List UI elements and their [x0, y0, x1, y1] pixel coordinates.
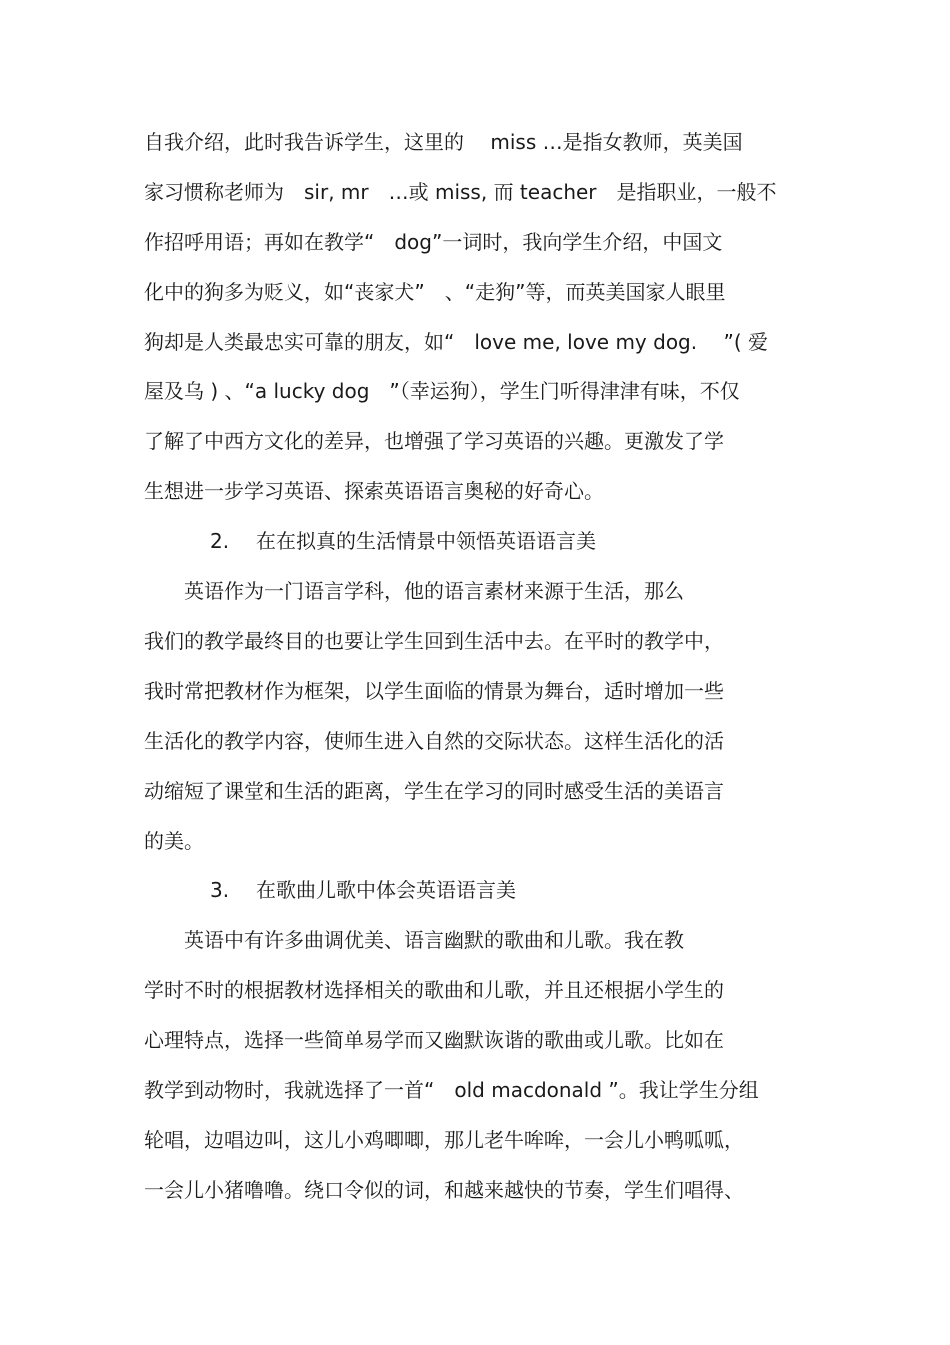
paragraph-line: 一会儿小猪噜噜。绕口令似的词，和越来越快的节奏，学生们唱得、	[144, 1178, 744, 1202]
section-heading-3	[210, 877, 516, 903]
section-heading-2	[210, 528, 596, 554]
paragraph-line: 英语中有许多曲调优美、语言幽默的歌曲和儿歌。我在教	[144, 928, 684, 952]
paragraph-line: 轮唱，边唱边叫，这儿小鸡唧唧，那儿老牛哞哞，一会儿小鸭呱呱，	[144, 1128, 744, 1152]
heading-number: 2.	[210, 529, 230, 553]
paragraph-line: 动缩短了课堂和生活的距离，学生在学习的同时感受生活的美语言	[144, 779, 724, 803]
paragraph-line: 学时不时的根据教材选择相关的歌曲和儿歌，并且还根据小学生的	[144, 978, 724, 1002]
paragraph-line: 狗却是人类最忠实可靠的朋友，如“ love me, love my dog. ”( 爱	[144, 330, 768, 354]
paragraph-line: 生活化的教学内容，使师生进入自然的交际状态。这样生活化的活	[144, 729, 724, 753]
heading-number: 3.	[210, 878, 230, 902]
heading-text: 在在拟真的生活情景中领悟英语语言美	[256, 529, 596, 553]
paragraph-line: 我时常把教材作为框架，以学生面临的情景为舞台，适时增加一些	[144, 679, 724, 703]
paragraph-line: 自我介绍，此时我告诉学生，这里的 miss …是指女教师，英美国	[144, 130, 743, 154]
paragraph-line: 化中的狗多为贬义，如“丧家犬” 、“走狗”等，而英美国家人眼里	[144, 280, 726, 304]
paragraph-line: 了解了中西方文化的差异，也增强了学习英语的兴趣。更激发了学	[144, 429, 724, 453]
paragraph-line: 英语作为一门语言学科，他的语言素材来源于生活，那么	[144, 579, 684, 603]
paragraph-line: 生想进一步学习英语、探索英语语言奥秘的好奇心。	[144, 479, 604, 503]
paragraph-line: 我们的教学最终目的也要让学生回到生活中去。在平时的教学中，	[144, 629, 724, 653]
paragraph-line: 教学到动物时，我就选择了一首“ old macdonald ”。我让学生分组	[144, 1078, 759, 1102]
paragraph-line: 屋及乌 ) 、“a lucky dog ”（幸运狗），学生门听得津津有味，不仅	[144, 379, 740, 403]
paragraph-line: 的美。	[144, 829, 204, 853]
paragraph-line: 心理特点，选择一些简单易学而又幽默诙谐的歌曲或儿歌。比如在	[144, 1028, 724, 1052]
paragraph-line: 家习惯称老师为 sir, mr …或 miss, 而 teacher 是指职业，一般不	[144, 180, 777, 204]
paragraph-line: 作招呼用语；再如在教学“ dog”一词时，我向学生介绍，中国文	[144, 230, 723, 254]
heading-text: 在歌曲儿歌中体会英语语言美	[256, 878, 516, 902]
